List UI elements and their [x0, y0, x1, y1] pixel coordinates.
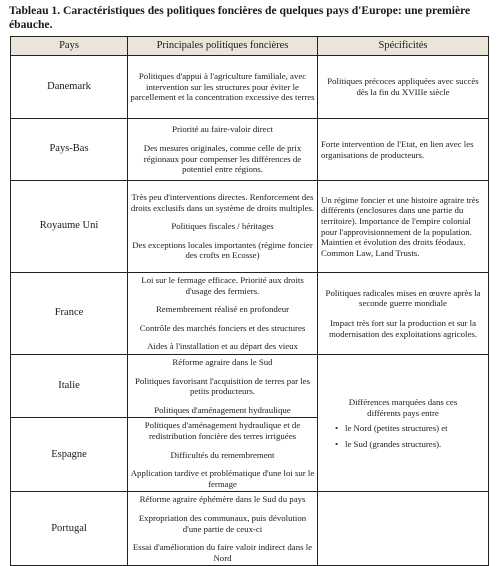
country-cell: Pays-Bas: [11, 119, 128, 181]
specificities-merged-cell: [318, 354, 489, 491]
policies-cell: [128, 418, 318, 492]
header-specificities: Spécificités: [318, 37, 489, 56]
table-row: [11, 273, 489, 355]
policy-item: Réforme agraire éphémère dans le Sud du pays: [139, 494, 306, 505]
specificities-cell: [318, 273, 489, 355]
policy-item: Loi sur le fermage efficace. Priorité aux droits d'usage des fermiers.: [141, 275, 304, 296]
policy-item: Politiques d'aménagement hydraulique et de redistribution foncière des terres irriguées: [144, 420, 301, 441]
specificity-item: Maintien et évolution des droits féodaux. Common Law, Land Trusts.: [321, 237, 466, 258]
policies-cell: [128, 119, 318, 181]
policy-item: Aides à l'installation et au départ des vieux: [147, 341, 298, 352]
bullet-north: • le Nord (petites structures) et: [345, 423, 485, 434]
table-row: [11, 181, 489, 273]
table-row: [11, 119, 489, 181]
specificities-cell: [318, 56, 489, 119]
country-cell: France: [11, 273, 128, 355]
header-row: [11, 37, 489, 56]
policy-item: Politiques d'appui à l'agriculture familiale, avec intervention sur les structures pour éviter le parcellement et la concentration excessive des terres: [130, 71, 315, 103]
policy-item: Politiques favorisant l'acquisition de terres par les petits producteurs.: [134, 375, 311, 397]
table-caption: Tableau 1. Caractéristiques des politiques foncières de quelques pays d'Europe: une première ébauche.: [9, 4, 471, 31]
country-cell: Danemark: [11, 56, 128, 119]
policies-cell: [128, 492, 318, 566]
policy-item: Des exceptions locales importantes (régime foncier des crofts en Ecosse): [132, 239, 313, 261]
country-cell: Espagne: [11, 418, 128, 492]
policy-item: Essai d'amélioration du faire valoir indirect dans le Nord: [132, 542, 313, 563]
country-cell: Italie: [11, 354, 128, 417]
policy-item: Contrôle des marchés fonciers et des structures: [139, 322, 306, 333]
country-cell: Royaume Uni: [11, 181, 128, 273]
specificity-item: Politiques radicales mises en œuvre après la seconde guerre mondiale: [325, 287, 481, 309]
country-cell: Portugal: [11, 492, 128, 566]
policy-item: Expropriation des communaux, puis dévolution d'une partie de ceux-ci: [138, 512, 307, 534]
policy-item: Politiques fiscales / héritages: [171, 221, 274, 232]
policies-cell: [128, 354, 318, 417]
header-country: Pays: [11, 37, 128, 56]
policy-item: Des mesures originales, comme celle de prix régionaux pour compenser les différences de potentiel entre régions.: [143, 142, 302, 175]
table-row: [11, 354, 489, 417]
specificity-bullet-list: [321, 423, 485, 449]
header-policies: Principales politiques foncières: [128, 37, 318, 56]
table-row: [11, 56, 489, 119]
land-policy-table: [10, 36, 489, 566]
policy-item: Priorité au faire-valoir direct: [172, 124, 273, 135]
policy-item: Application tardive et problématique d'une loi sur le fermage: [130, 468, 315, 489]
policies-cell: [128, 273, 318, 355]
policy-item: Très peu d'interventions directes. Renforcement des droits exclusifs dans un système de droits multiples.: [130, 192, 315, 213]
policies-cell: [128, 181, 318, 273]
policy-item: Remembrement réalisé en profondeur: [155, 304, 290, 315]
specificities-cell: [318, 492, 489, 566]
specificities-cell: [318, 181, 489, 273]
specificity-item: Forte intervention de l'Etat, en lien avec les organisations de producteurs.: [321, 138, 474, 160]
specificity-item: Politiques précoces appliquées avec succès dès la fin du XVIIIe siècle: [327, 76, 479, 97]
specificity-item: Un régime foncier et une histoire agraire très différents (enclosures dans une partie du territoire). Importance de l'empire colonial pour l'approvisionnement de la population.: [321, 194, 480, 237]
specificity-intro: Différences marquées dans ces différents pays entre: [348, 396, 458, 418]
policies-cell: [128, 56, 318, 119]
specificities-cell: [318, 119, 489, 181]
bullet-south: • le Sud (grandes structures).: [345, 439, 485, 450]
policy-item: Difficultés du remembrement: [170, 449, 275, 460]
specificity-item: Impact très fort sur la production et sur la modernisation des exploitations agricoles.: [328, 317, 478, 339]
policy-item: Réforme agraire dans le Sud: [172, 356, 273, 367]
table-row: [11, 492, 489, 566]
policy-item: Politiques d'aménagement hydraulique: [154, 404, 291, 415]
